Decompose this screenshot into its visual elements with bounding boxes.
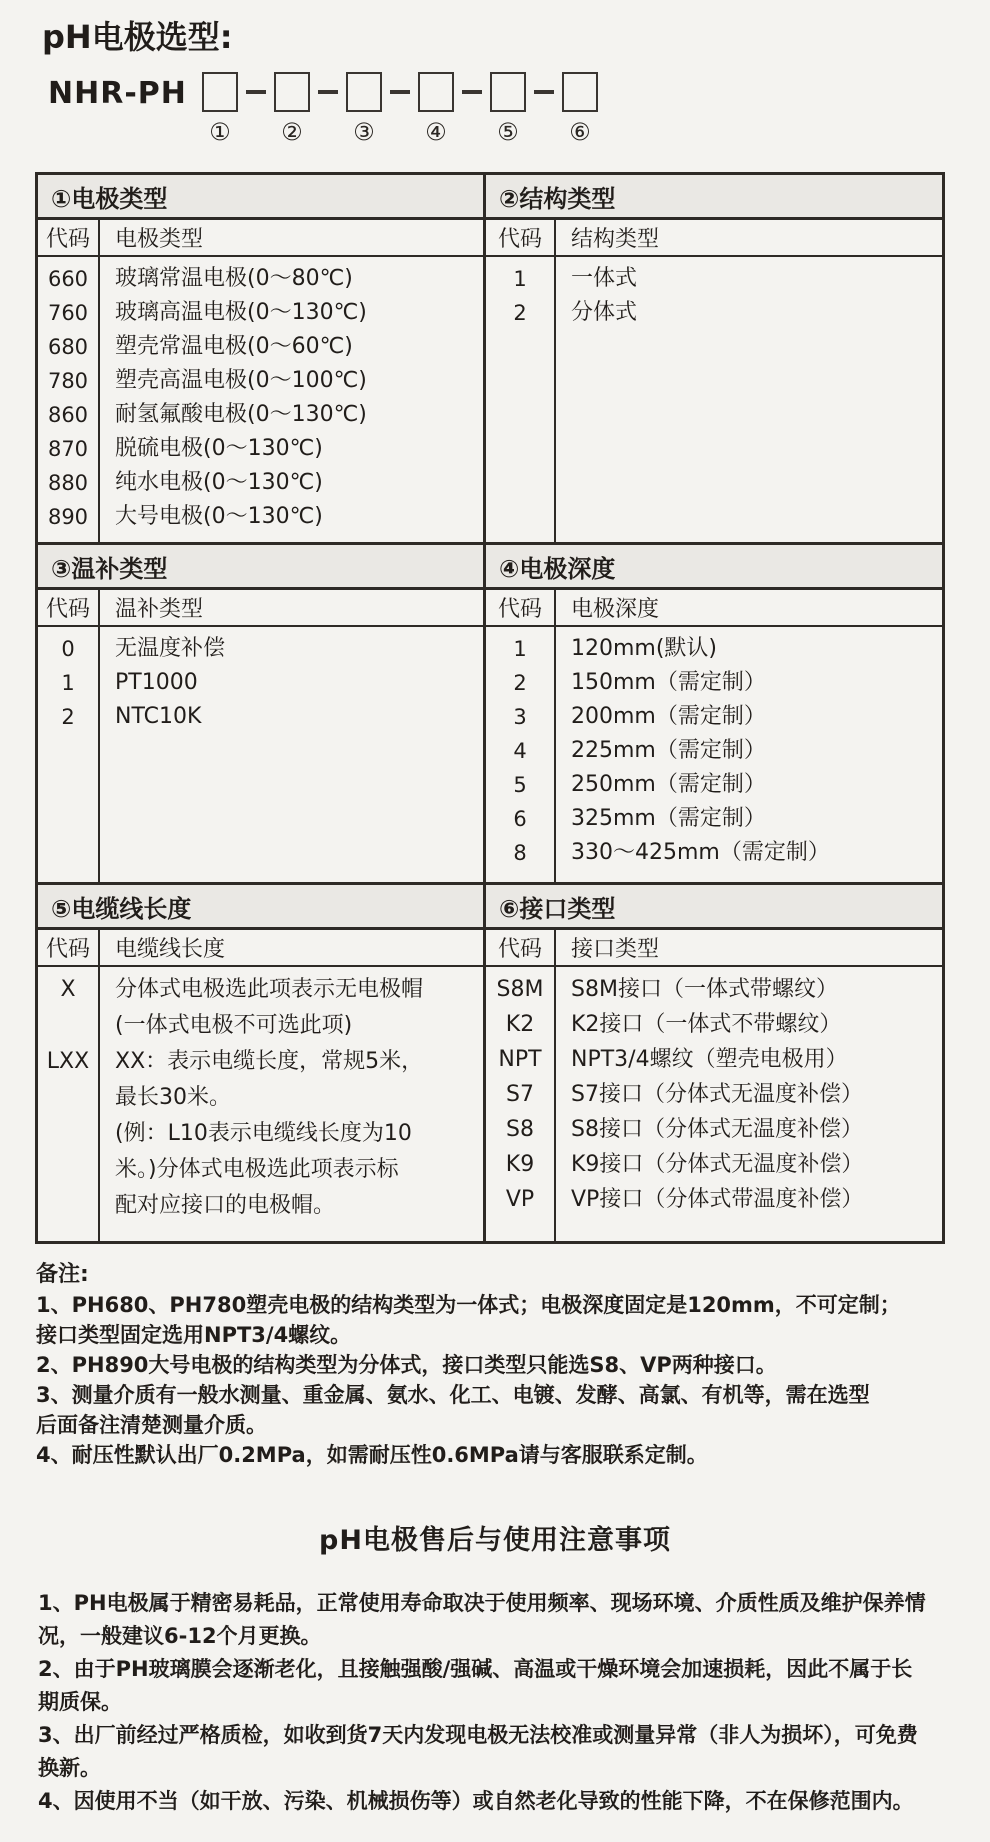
value-cell: S8M接口（一体式带螺纹） <box>571 977 838 1002</box>
value-cell: VP接口（分体式带温度补偿） <box>571 1187 864 1212</box>
section-electrode-type <box>38 175 486 542</box>
value-column-header: 电极类型 <box>115 227 204 252</box>
value-cell: 纯水电极(0～130℃) <box>115 470 323 495</box>
value-cell: NTC10K <box>115 704 202 729</box>
value-column <box>556 627 942 882</box>
value-cell: 玻璃常温电极(0～80℃) <box>115 266 353 291</box>
value-column <box>100 257 483 542</box>
dash-separator <box>534 90 554 94</box>
note-line: 3、测量介质有一般水测量、重金属、氨水、化工、电镀、发酵、高氯、有机等，需在选型 <box>36 1383 870 1407</box>
value-cell: 325mm（需定制） <box>571 806 766 831</box>
dash-separator <box>462 90 482 94</box>
aftersales-line: 2、由于PH玻璃膜会逐渐老化，且接触强酸/强碱、高温或干燥环境会加速损耗，因此不属于长 <box>38 1657 913 1681</box>
code-cell: 1 <box>61 671 75 695</box>
column-headers <box>486 590 942 627</box>
table-row <box>38 885 942 1241</box>
model-slot <box>201 72 239 146</box>
code-cell: 0 <box>61 637 75 661</box>
code-column <box>486 967 556 1241</box>
code-cell: 660 <box>47 267 89 291</box>
code-cell: VP <box>505 1187 535 1212</box>
code-cell: LXX <box>46 1049 90 1074</box>
page-title: pH电极选型: <box>42 18 233 56</box>
model-code-row <box>0 72 990 146</box>
code-cell: 2 <box>513 671 527 695</box>
slot-number: ② <box>281 118 303 146</box>
code-cell: X <box>60 977 76 1002</box>
value-cell: 225mm（需定制） <box>571 738 766 763</box>
section-title: ③温补类型 <box>38 545 483 590</box>
value-cell: S7接口（分体式无温度补偿） <box>571 1082 863 1107</box>
slot-number: ③ <box>353 118 375 146</box>
value-cell: 塑壳常温电极(0～60℃) <box>115 334 353 359</box>
aftersales-line: 3、出厂前经过严格质检，如收到货7天内发现电极无法校准或测量异常（非人为损坏），可免费 <box>38 1723 918 1747</box>
section-structure-type <box>486 175 942 542</box>
section-title: ①电极类型 <box>38 175 483 220</box>
model-prefix: NHR-PH <box>48 76 187 111</box>
value-cell: 分体式电极选此项表示无电极帽 <box>115 977 424 1002</box>
slot-number: ① <box>209 118 231 146</box>
value-cell: 200mm（需定制） <box>571 704 766 729</box>
code-column <box>38 627 100 882</box>
code-column-header: 代码 <box>486 220 556 255</box>
table-row <box>38 545 942 885</box>
value-cell: K2接口（一体式不带螺纹） <box>571 1012 842 1037</box>
section-interface-type <box>486 885 942 1241</box>
model-slot <box>273 72 311 146</box>
value-cell: 配对应接口的电极帽。 <box>115 1193 336 1218</box>
slot-number: ⑤ <box>497 118 519 146</box>
model-slot <box>345 72 383 146</box>
value-cell: (例：L10表示电缆线长度为10 <box>115 1121 412 1146</box>
code-column-header: 代码 <box>38 930 100 965</box>
code-cell: S8M <box>496 977 544 1002</box>
model-slot-box <box>346 72 382 112</box>
value-column <box>100 627 483 882</box>
value-cell: 米。)分体式电极选此项表示标 <box>115 1157 399 1182</box>
value-column-header: 电缆线长度 <box>115 937 226 962</box>
value-cell: 150mm（需定制） <box>571 670 766 695</box>
value-cell: 330～425mm（需定制） <box>571 840 830 865</box>
code-cell: 760 <box>47 301 89 325</box>
column-headers <box>38 590 483 627</box>
note-line: 4、耐压性默认出厂0.2MPa，如需耐压性0.6MPa请与客服联系定制。 <box>36 1443 708 1467</box>
model-slot-box <box>562 72 598 112</box>
slot-number: ⑥ <box>569 118 591 146</box>
dash-separator <box>390 90 410 94</box>
column-headers <box>38 220 483 257</box>
section-title: ⑤电缆线长度 <box>38 885 483 930</box>
value-cell: 大号电极(0～130℃) <box>115 504 323 529</box>
dash-separator <box>318 90 338 94</box>
value-cell: XX：表示电缆长度，常规5米， <box>115 1049 424 1074</box>
aftersales-line: 换新。 <box>38 1756 101 1780</box>
note-line: 接口类型固定选用NPT3/4螺纹。 <box>36 1323 352 1347</box>
code-cell: 3 <box>513 705 527 729</box>
value-column <box>100 967 483 1241</box>
section-title: ⑥接口类型 <box>486 885 942 930</box>
aftersales-line: 况，一般建议6-12个月更换。 <box>38 1624 322 1648</box>
code-cell: 890 <box>47 505 89 529</box>
value-column-header: 温补类型 <box>115 597 204 622</box>
section-title: ②结构类型 <box>486 175 942 220</box>
selection-table <box>35 172 945 1244</box>
code-cell: 780 <box>47 369 89 393</box>
section-rows <box>486 967 942 1241</box>
code-column-header: 代码 <box>486 590 556 625</box>
section-rows <box>38 967 483 1241</box>
code-cell: S7 <box>506 1082 534 1107</box>
table-row <box>38 175 942 545</box>
model-slot-box <box>202 72 238 112</box>
section-rows <box>486 627 942 882</box>
value-cell: PT1000 <box>115 670 198 695</box>
notes-title: 备注: <box>36 1262 89 1287</box>
model-slot <box>417 72 455 146</box>
aftersales-line: 4、因使用不当（如干放、污染、机械损伤等）或自然老化导致的性能下降，不在保修范围内。 <box>38 1789 914 1813</box>
code-column <box>486 257 556 542</box>
aftersales-section <box>38 1587 950 1818</box>
column-headers <box>486 930 942 967</box>
code-column-header: 代码 <box>38 590 100 625</box>
value-cell: 250mm（需定制） <box>571 772 766 797</box>
value-column <box>556 967 942 1241</box>
section-rows <box>38 627 483 882</box>
section-title: ④电极深度 <box>486 545 942 590</box>
code-cell: 1 <box>513 267 527 291</box>
code-cell: 5 <box>513 773 527 797</box>
code-column-header: 代码 <box>486 930 556 965</box>
code-cell: S8 <box>506 1117 534 1142</box>
value-cell: S8接口（分体式无温度补偿） <box>571 1117 863 1142</box>
column-headers <box>486 220 942 257</box>
code-cell: 680 <box>47 335 89 359</box>
model-slot-box <box>274 72 310 112</box>
section-rows <box>38 257 483 542</box>
value-cell: (一体式电极不可选此项) <box>115 1013 353 1038</box>
model-slot <box>489 72 527 146</box>
code-column <box>486 627 556 882</box>
aftersales-line: 期质保。 <box>38 1690 122 1714</box>
code-cell: NPT <box>498 1047 542 1072</box>
code-cell: 4 <box>513 739 527 763</box>
value-cell: 耐氢氟酸电极(0～130℃) <box>115 402 367 427</box>
value-column <box>556 257 942 542</box>
note-line: 后面备注清楚测量介质。 <box>36 1413 267 1437</box>
note-line: 2、PH890大号电极的结构类型为分体式，接口类型只能选S8、VP两种接口。 <box>36 1353 777 1377</box>
value-cell: 脱硫电极(0～130℃) <box>115 436 323 461</box>
code-column <box>38 967 100 1241</box>
section-rows <box>486 257 942 542</box>
model-slots <box>201 72 599 146</box>
section-temp-comp-type <box>38 545 486 882</box>
code-column <box>38 257 100 542</box>
note-line: 1、PH680、PH780塑壳电极的结构类型为一体式；电极深度固定是120mm，不可定制； <box>36 1293 901 1317</box>
value-cell: NPT3/4螺纹（塑壳电极用） <box>571 1047 848 1072</box>
section-cable-length <box>38 885 486 1241</box>
value-column-header: 结构类型 <box>571 227 660 252</box>
value-cell: 玻璃高温电极(0～130℃) <box>115 300 367 325</box>
model-slot <box>561 72 599 146</box>
value-cell: 120mm(默认) <box>571 636 718 661</box>
aftersales-line: 1、PH电极属于精密易耗品，正常使用寿命取决于使用频率、现场环境、介质性质及维护保养情 <box>38 1591 926 1615</box>
code-cell: 880 <box>47 471 89 495</box>
aftersales-title: pH电极售后与使用注意事项 <box>319 1525 671 1556</box>
value-cell: 分体式 <box>571 300 638 325</box>
value-cell: 一体式 <box>571 266 638 291</box>
value-cell: 塑壳高温电极(0～100℃) <box>115 368 367 393</box>
value-cell: 无温度补偿 <box>115 636 226 661</box>
column-headers <box>38 930 483 967</box>
value-cell: 最长30米。 <box>115 1085 231 1110</box>
code-cell: 6 <box>513 807 527 831</box>
section-electrode-depth <box>486 545 942 882</box>
model-slot-box <box>490 72 526 112</box>
value-column-header: 电极深度 <box>571 597 660 622</box>
code-cell: K2 <box>505 1012 535 1037</box>
dash-separator <box>246 90 266 94</box>
value-column-header: 接口类型 <box>571 937 660 962</box>
model-slot-box <box>418 72 454 112</box>
code-cell: K9 <box>505 1152 535 1177</box>
code-cell: 1 <box>513 637 527 661</box>
code-column-header: 代码 <box>38 220 100 255</box>
value-cell: K9接口（分体式无温度补偿） <box>571 1152 864 1177</box>
code-cell: 870 <box>47 437 89 461</box>
code-cell: 2 <box>61 705 75 729</box>
code-cell: 8 <box>513 841 527 865</box>
code-cell: 860 <box>47 403 89 427</box>
slot-number: ④ <box>425 118 447 146</box>
code-cell: 2 <box>513 301 527 325</box>
notes-section <box>36 1260 950 1470</box>
